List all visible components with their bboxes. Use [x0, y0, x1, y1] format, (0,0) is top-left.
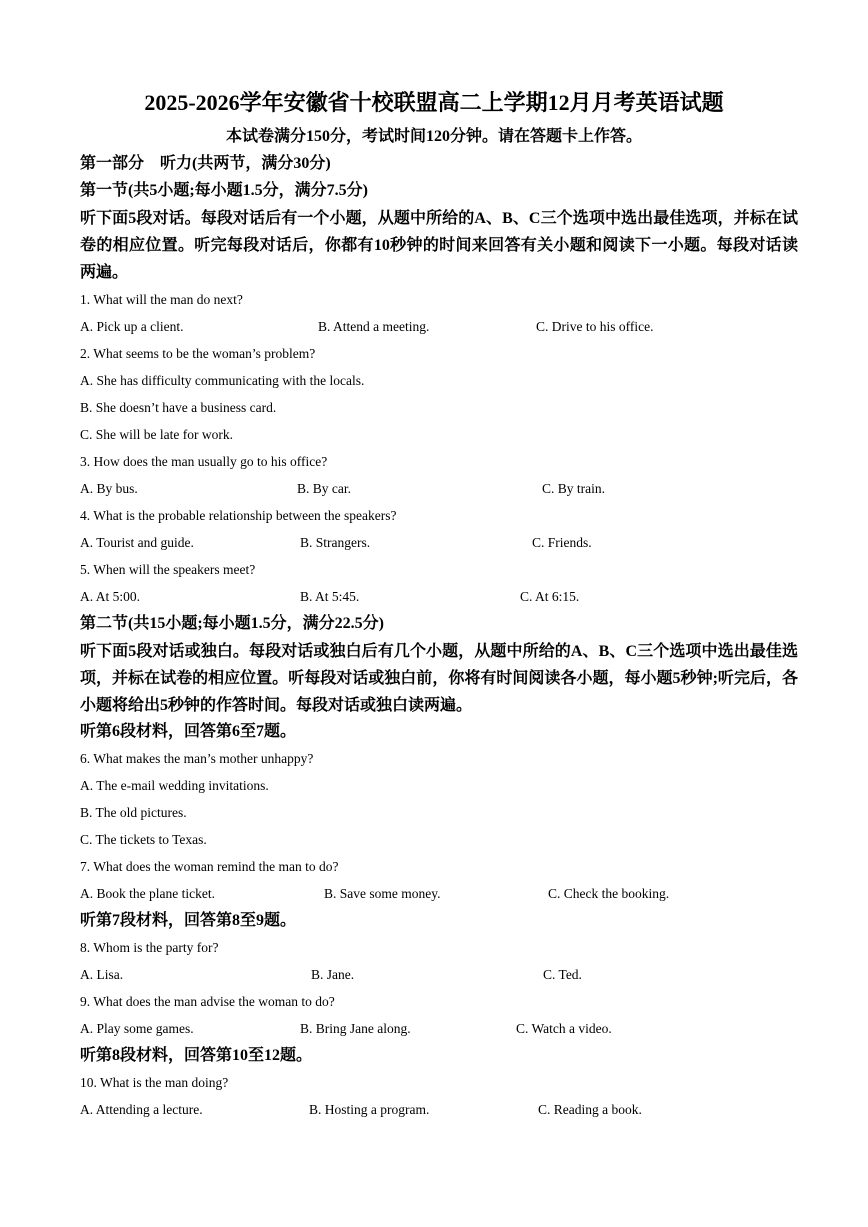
q1-option-b: B. Attend a meeting. — [318, 319, 430, 334]
q7-option-b: B. Save some money. — [324, 886, 441, 901]
q6-option-c: C. The tickets to Texas. — [80, 832, 207, 847]
question-9: 9. What does the man advise the woman to do? — [80, 994, 335, 1009]
q8-option-a: A. Lisa. — [80, 967, 124, 982]
material-7-heading: 听第7段材料，回答第8至9题。 — [80, 912, 297, 929]
q9-option-c: C. Watch a video. — [516, 1021, 612, 1036]
q4-option-c: C. Friends. — [532, 535, 592, 550]
part1-heading: 第一部分 听力(共两节，满分30分) — [80, 155, 331, 172]
q9-option-b: B. Bring Jane along. — [300, 1021, 411, 1036]
q7-option-c: C. Check the booking. — [548, 886, 670, 901]
q4-option-a: A. Tourist and guide. — [80, 535, 194, 550]
material-8-heading: 听第8段材料，回答第10至12题。 — [80, 1047, 313, 1064]
question-6: 6. What makes the man’s mother unhappy? — [80, 751, 314, 766]
question-5: 5. When will the speakers meet? — [80, 562, 256, 577]
question-8: 8. Whom is the party for? — [80, 940, 219, 955]
q5-option-b: B. At 5:45. — [300, 589, 360, 604]
question-2: 2. What seems to be the woman’s problem? — [80, 346, 316, 361]
q1-option-c: C. Drive to his office. — [536, 319, 654, 334]
q3-option-b: B. By car. — [297, 481, 351, 496]
q10-option-b: B. Hosting a program. — [309, 1102, 430, 1117]
q2-option-a: A. She has difficulty communicating with the locals. — [80, 373, 365, 388]
q5-option-c: C. At 6:15. — [520, 589, 580, 604]
q7-option-a: A. Book the plane ticket. — [80, 886, 215, 901]
q2-option-c: C. She will be late for work. — [80, 427, 233, 442]
exam-info: 本试卷满分150分，考试时间120分钟。请在答题卡上作答。 — [225, 128, 642, 145]
section1-heading: 第一节(共5小题;每小题1.5分，满分7.5分) — [80, 182, 368, 199]
q2-option-b: B. She doesn’t have a business card. — [80, 400, 277, 415]
question-10: 10. What is the man doing? — [80, 1075, 229, 1090]
q9-option-a: A. Play some games. — [80, 1021, 194, 1036]
section2-heading: 第二节(共15小题;每小题1.5分，满分22.5分) — [80, 615, 384, 632]
q4-option-b: B. Strangers. — [300, 535, 371, 550]
question-7: 7. What does the woman remind the man to do? — [80, 859, 339, 874]
question-1: 1. What will the man do next? — [80, 292, 243, 307]
q3-option-c: C. By train. — [542, 481, 605, 496]
q1-option-a: A. Pick up a client. — [80, 319, 184, 334]
q8-option-c: C. Ted. — [543, 967, 582, 982]
section1-instructions: 听下面5段对话。每段对话后有一个小题，从题中所给的A、B、C三个选项中选出最佳选项，并标在试卷的相应位置。听完每段对话后，你都有10秒钟的时间来回答有关小题和阅读下一小题。每段对话读两遍。 — [80, 210, 798, 281]
page-title: 2025-2026学年安徽省十校联盟高二上学期12月月考英语试题 — [144, 90, 724, 115]
q8-option-b: B. Jane. — [311, 967, 355, 982]
material-6-heading: 听第6段材料，回答第6至7题。 — [80, 723, 297, 740]
q3-option-a: A. By bus. — [80, 481, 138, 496]
question-3: 3. How does the man usually go to his office? — [80, 454, 328, 469]
section2-instructions: 听下面5段对话或独白。每段对话或独白后有几个小题，从题中所给的A、B、C三个选项中选出最佳选项，并标在试卷的相应位置。听每段对话或独白前，你将有时间阅读各小题，每小题5秒钟;听完后，各小题将给出5秒钟的作答时间。每段对话或独白读两遍。 — [80, 643, 798, 714]
q10-option-a: A. Attending a lecture. — [80, 1102, 203, 1117]
q6-option-b: B. The old pictures. — [80, 805, 187, 820]
q6-option-a: A. The e-mail wedding invitations. — [80, 778, 269, 793]
q5-option-a: A. At 5:00. — [80, 589, 141, 604]
q10-option-c: C. Reading a book. — [538, 1102, 642, 1117]
question-4: 4. What is the probable relationship between the speakers? — [80, 508, 397, 523]
